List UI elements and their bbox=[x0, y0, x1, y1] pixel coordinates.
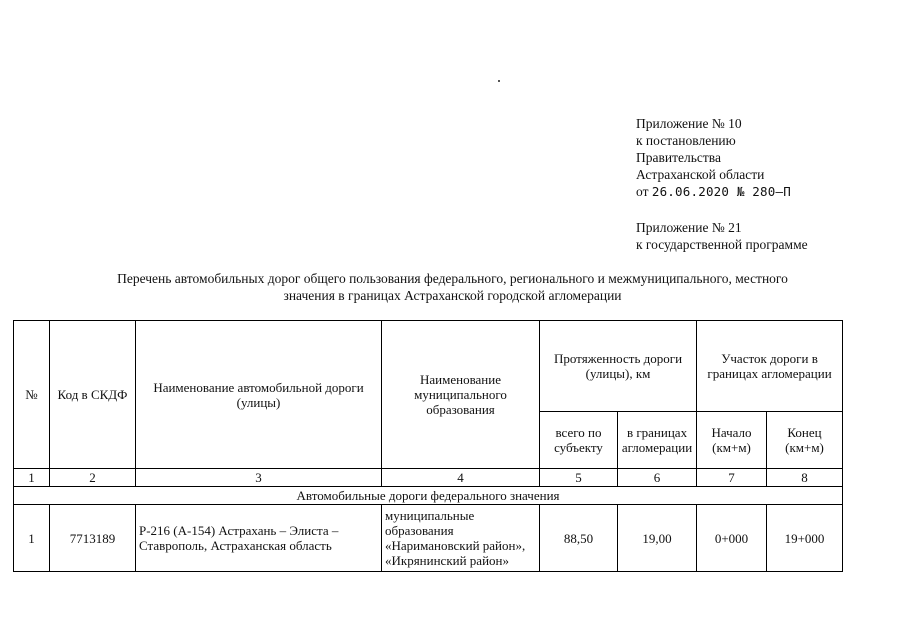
title-line: Перечень автомобильных дорог общего пользования федерального, регионального и межмуниципального, местного bbox=[117, 271, 788, 286]
title-line: значения в границах Астраханской городской агломерации bbox=[283, 288, 622, 303]
section-title: Автомобильные дороги федерального значения bbox=[14, 487, 843, 505]
annex-program-block bbox=[636, 219, 808, 253]
table-row bbox=[14, 505, 843, 572]
annex-block bbox=[636, 115, 791, 200]
row-length-total: 88,50 bbox=[540, 505, 618, 572]
document-title bbox=[40, 270, 865, 304]
header-municipality: Наименование муниципального образования bbox=[382, 321, 540, 469]
table-header-row bbox=[14, 321, 843, 412]
column-number: 1 bbox=[14, 469, 50, 487]
column-number: 5 bbox=[540, 469, 618, 487]
column-number: 7 bbox=[697, 469, 767, 487]
column-number-row bbox=[14, 469, 843, 487]
header-number: № bbox=[14, 321, 50, 469]
column-number: 3 bbox=[136, 469, 382, 487]
column-number: 4 bbox=[382, 469, 540, 487]
row-code: 7713189 bbox=[50, 505, 136, 572]
column-number: 6 bbox=[618, 469, 697, 487]
roads-table bbox=[13, 320, 843, 572]
header-segment-end: Конец (км+м) bbox=[767, 412, 843, 469]
header-code: Код в СКДФ bbox=[50, 321, 136, 469]
header-length-agglomeration: в границах агломерации bbox=[618, 412, 697, 469]
header-segment: Участок дороги в границах агломерации bbox=[697, 321, 843, 412]
annex-line: Приложение № 10 bbox=[636, 116, 742, 131]
annex-line: к государственной программе bbox=[636, 237, 808, 252]
header-segment-start: Начало (км+м) bbox=[697, 412, 767, 469]
annex-date-stamp: 26.06.2020 № 280–П bbox=[651, 184, 791, 199]
row-number: 1 bbox=[14, 505, 50, 572]
row-segment-start: 0+000 bbox=[697, 505, 767, 572]
row-road-name: Р-216 (А-154) Астрахань – Элиста – Ставрополь, Астраханская область bbox=[136, 505, 382, 572]
annex-line: Астраханской области bbox=[636, 167, 765, 182]
annex-line: Правительства bbox=[636, 150, 721, 165]
annex-line: к постановлению bbox=[636, 133, 736, 148]
row-length-agglomeration: 19,00 bbox=[618, 505, 697, 572]
scan-speck bbox=[498, 80, 500, 82]
annex-date-line bbox=[636, 183, 791, 200]
column-number: 2 bbox=[50, 469, 136, 487]
annex-date-prefix: от bbox=[636, 184, 649, 199]
column-number: 8 bbox=[767, 469, 843, 487]
annex-line: Приложение № 21 bbox=[636, 220, 742, 235]
section-row bbox=[14, 487, 843, 505]
header-road-name: Наименование автомобильной дороги (улицы) bbox=[136, 321, 382, 469]
header-length: Протяженность дороги (улицы), км bbox=[540, 321, 697, 412]
row-municipality: муниципальные образования «Наримановский район», «Икрянинский район» bbox=[382, 505, 540, 572]
header-length-total: всего по субъекту bbox=[540, 412, 618, 469]
row-segment-end: 19+000 bbox=[767, 505, 843, 572]
